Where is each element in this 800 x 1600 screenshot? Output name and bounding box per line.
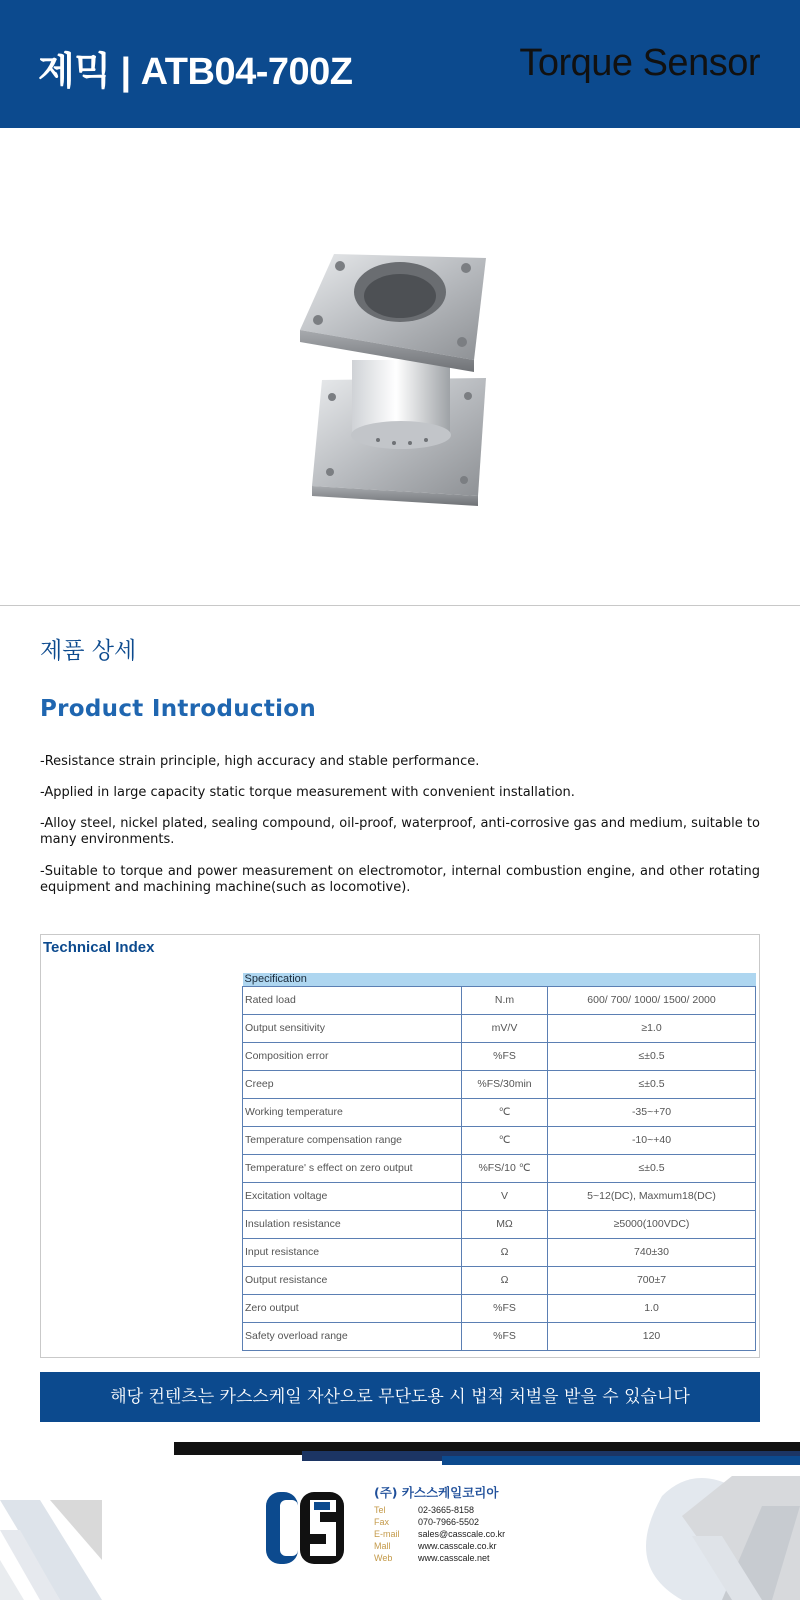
spec-unit: %FS	[462, 1294, 548, 1322]
table-row	[243, 1042, 756, 1070]
table-row	[243, 1098, 756, 1126]
spec-value: 5~12(DC), Maxmum18(DC)	[548, 1182, 756, 1210]
spec-param: Insulation resistance	[243, 1210, 462, 1238]
table-row	[243, 1070, 756, 1098]
spec-header-row	[243, 973, 756, 986]
spec-param: Rated load	[243, 986, 462, 1014]
table-row	[243, 1294, 756, 1322]
decorative-shape-left	[0, 1500, 102, 1600]
intro-line: -Alloy steel, nickel plated, sealing compound, oil-proof, waterproof, anti-corrosive gas and medium, suitable to many environments.	[40, 816, 760, 847]
footer-bar-blue	[442, 1456, 800, 1465]
contact-value[interactable]: sales@casscale.co.kr	[418, 1529, 506, 1539]
spec-param: Output sensitivity	[243, 1014, 462, 1042]
page-title: 제믹 | ATB04-700Z	[38, 51, 353, 93]
spec-value: ≥5000(100VDC)	[548, 1210, 756, 1238]
spec-unit: Ω	[462, 1238, 548, 1266]
contact-row-fax	[374, 1516, 505, 1528]
technical-index-box	[40, 934, 760, 1358]
spec-unit: Ω	[462, 1266, 548, 1294]
torque-sensor-image	[290, 250, 510, 510]
contact-label: Mall	[374, 1541, 391, 1551]
company-name: (주) 카스스케일코리아	[374, 1485, 499, 1500]
spec-unit: mV/V	[462, 1014, 548, 1042]
spec-value: ≤±0.5	[548, 1042, 756, 1070]
contact-value[interactable]: www.casscale.net	[418, 1553, 490, 1563]
spec-value: ≤±0.5	[548, 1154, 756, 1182]
contact-row-web	[374, 1552, 505, 1564]
spec-unit: ℃	[462, 1098, 548, 1126]
spec-param: Output resistance	[243, 1266, 462, 1294]
table-row	[243, 1266, 756, 1294]
spec-param: Creep	[243, 1070, 462, 1098]
spec-param: Temperature compensation range	[243, 1126, 462, 1154]
spec-value: -35~+70	[548, 1098, 756, 1126]
spec-value: 740±30	[548, 1238, 756, 1266]
spec-value: 120	[548, 1322, 756, 1350]
contact-row-mall	[374, 1540, 505, 1552]
contact-label: Fax	[374, 1517, 390, 1527]
spec-unit: V	[462, 1182, 548, 1210]
table-row	[243, 1154, 756, 1182]
table-row	[243, 1238, 756, 1266]
table-row	[243, 986, 756, 1014]
section-title-ko: 제품 상세	[40, 638, 137, 664]
spec-unit: MΩ	[462, 1210, 548, 1238]
spec-param: Excitation voltage	[243, 1182, 462, 1210]
spec-param: Safety overload range	[243, 1322, 462, 1350]
intro-line: -Suitable to torque and power measurement on electromotor, internal combustion engine, and other rotating equipment and machining machine(such as locomotive).	[40, 864, 760, 895]
table-row	[243, 1182, 756, 1210]
intro-line: -Resistance strain principle, high accuracy and stable performance.	[40, 754, 480, 769]
spec-unit: N.m	[462, 986, 548, 1014]
copyright-notice: 해당 컨텐츠는 카스스케일 자산으로 무단도용 시 법적 처벌을 받을 수 있습니다	[40, 1372, 760, 1422]
spec-param: Zero output	[243, 1294, 462, 1322]
spec-param: Input resistance	[243, 1238, 462, 1266]
header-banner	[0, 0, 800, 128]
contact-label: Web	[374, 1553, 393, 1563]
table-row	[243, 1126, 756, 1154]
spec-value: ≥1.0	[548, 1014, 756, 1042]
spec-unit: ℃	[462, 1126, 548, 1154]
spec-value: 700±7	[548, 1266, 756, 1294]
contact-value: 070-7966-5502	[418, 1517, 480, 1527]
spec-unit: %FS	[462, 1322, 548, 1350]
contact-info	[374, 1504, 505, 1564]
spec-param: Temperature' s effect on zero output	[243, 1154, 462, 1182]
spec-param: Composition error	[243, 1042, 462, 1070]
contact-value[interactable]: www.casscale.co.kr	[418, 1541, 497, 1551]
contact-label: Tel	[374, 1505, 386, 1515]
spec-table	[242, 973, 756, 1351]
spec-value: ≤±0.5	[548, 1070, 756, 1098]
cass-logo-icon	[266, 1492, 344, 1564]
section-divider	[0, 605, 800, 606]
decorative-shape-right	[622, 1476, 800, 1600]
contact-label: E-mail	[374, 1529, 400, 1539]
technical-index-title: Technical Index	[43, 939, 155, 956]
spec-unit: %FS	[462, 1042, 548, 1070]
spec-unit: %FS/10 ℃	[462, 1154, 548, 1182]
contact-row-tel	[374, 1504, 505, 1516]
table-row	[243, 1322, 756, 1350]
product-category: Torque Sensor	[519, 42, 760, 84]
spec-value: -10~+40	[548, 1126, 756, 1154]
table-row	[243, 1014, 756, 1042]
intro-line: -Applied in large capacity static torque measurement with convenient installation.	[40, 785, 575, 800]
contact-value: 02-3665-8158	[418, 1505, 475, 1515]
contact-row-email	[374, 1528, 505, 1540]
spec-param: Working temperature	[243, 1098, 462, 1126]
table-row	[243, 1210, 756, 1238]
spec-header: Specification	[243, 973, 756, 986]
spec-value: 1.0	[548, 1294, 756, 1322]
spec-value: 600/ 700/ 1000/ 1500/ 2000	[548, 986, 756, 1014]
spec-unit: %FS/30min	[462, 1070, 548, 1098]
section-title-en: Product Introduction	[40, 696, 317, 722]
